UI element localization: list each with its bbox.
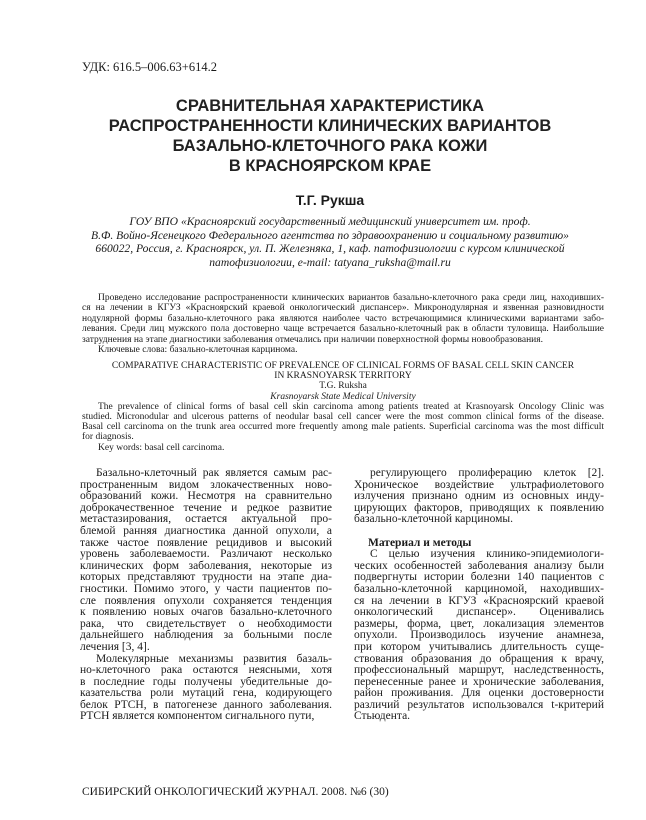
text-line: Проведено исследование распространенности клинических вариантов базально-клеточного рака среди лиц, находивших- xyxy=(98,293,604,303)
spacer xyxy=(354,526,604,538)
text-line: нодулярной формы базально-клеточного рака являются наиболее часто встречающимися клиническими вариантами забо- xyxy=(82,313,604,324)
text-line: но-клеточного рака остаются неясными, хотя xyxy=(80,664,332,677)
text-line: сле появления опухоли сохраняется тенденция xyxy=(80,594,332,607)
text-line: метастазирования, остается актуальной про- xyxy=(80,513,332,526)
text-line: дальнейшего наблюдения за больными после xyxy=(80,629,332,642)
author: Т.Г. Рукша xyxy=(295,192,365,208)
article-title xyxy=(60,96,600,176)
en-keywords: Key words: basal cell carcinoma. xyxy=(98,442,225,453)
text-line: регулирующего пролиферацию клеток [2]. xyxy=(370,467,604,479)
body-paragraph xyxy=(354,549,604,723)
title-line: БАЗАЛЬНО-КЛЕТОЧНОГО РАКА КОЖИ xyxy=(172,137,488,155)
text-line: профессиональный маршрут, наследственность, xyxy=(354,664,604,677)
affiliation-line: ГОУ ВПО «Красноярский государственный медицинский университет им. проф. xyxy=(129,215,531,228)
text-line: базально-клеточной карциномой, находивших- xyxy=(354,582,604,595)
body-paragraph xyxy=(80,468,332,654)
text-line: блемой ранняя диагностика данной опухоли, а xyxy=(80,524,332,537)
text-line: studied. Micronodular and ulcerous patterns of neodular basal cell cancer were the most common clinical forms of the disease. xyxy=(82,412,604,423)
affiliation-line: В.Ф. Войно-Ясенецкого Федерального агентства по здравоохранению и социальному развитию» xyxy=(91,228,569,242)
body-paragraph xyxy=(354,468,604,526)
abstract-ru-text xyxy=(82,293,604,345)
text-line: базально-клеточной карциномы. xyxy=(354,513,514,526)
text-line: ствования образования до обращения к врачу, xyxy=(354,652,604,665)
text-line: Базально-клеточный рак является самым рас- xyxy=(96,467,332,479)
affiliation xyxy=(70,215,590,269)
en-affiliation: Krasnoyarsk State Medical University xyxy=(270,391,416,402)
left-column xyxy=(80,468,332,723)
text-line: затруднения на этапе диагностики заболевания отмечались при наличии поверхностной формы новообразования. xyxy=(82,334,544,345)
text-line: различий результатов использовался t-критерий xyxy=(354,698,604,711)
text-line: Молекулярные механизмы развития базаль- xyxy=(96,652,332,665)
title-line: СРАВНИТЕЛЬНАЯ ХАРАКТЕРИСТИКА xyxy=(175,97,485,115)
text-line: подвергнуты истории болезни 140 пациентов с xyxy=(354,571,604,584)
text-line: излучения признано одним из основных инду- xyxy=(354,490,604,503)
text-line: PTCH является компонентом сигнального пути, xyxy=(80,710,315,723)
text-line: пространенным видом злокачественных ново- xyxy=(80,478,332,491)
text-line: Стьюдента. xyxy=(354,710,411,723)
abstract-en xyxy=(82,361,604,453)
udc-code: УДК: 616.5–006.63+614.2 xyxy=(82,60,217,74)
section-heading: Материал и методы xyxy=(368,536,472,549)
abstract-ru xyxy=(82,293,604,355)
keywords-ru: Ключевые слова: базально-клеточная карцинома. xyxy=(98,345,298,356)
text-line: Basal cell carcinoma on the trunk area occurred more frequently among male patients. Superficial carcinoma was the most difficult xyxy=(82,422,604,433)
text-line: образований кожи. Несмотря на сравнительно xyxy=(80,490,332,503)
title-line: В КРАСНОЯРСКОМ КРАЕ xyxy=(228,157,432,175)
text-line: цирующих факторов, приводящих к появлению xyxy=(354,501,604,514)
body-paragraph xyxy=(80,654,332,724)
text-line: доброкачественное течение и редкое развитие xyxy=(80,501,332,514)
text-line: клинических форм заболевания, некоторые из xyxy=(80,559,332,572)
text-line: С целью изучения клинико-эпидемиологи- xyxy=(370,548,604,561)
affiliation-line: 660022, Россия, г. Красноярск, ул. П. Железняка, 1, каф. патофизиологии с курсом клинической xyxy=(95,242,565,256)
text-line: for diagnosis. xyxy=(82,432,134,443)
text-line: перенесенные ранее и хронические заболевания, xyxy=(354,675,604,688)
text-line: рака, что свидетельствует о необходимости xyxy=(80,617,332,630)
text-line: лечения [3, 4]. xyxy=(80,640,150,653)
text-line: размеры, форма, цвет, локализация элементов xyxy=(354,617,604,630)
text-line: гностики. Помимо этого, у части пациентов по- xyxy=(80,582,332,595)
text-line: The prevalence of clinical forms of basal cell skin carcinoma among patients treated at Krasnoyarsk Oncology Clinic was xyxy=(98,401,604,412)
text-line: ческих особенностей заболевания анализу были xyxy=(354,559,604,572)
text-line: которых представляют трудности на этапе диа- xyxy=(80,571,332,584)
en-abstract-paragraph xyxy=(82,402,604,443)
en-author: T.G. Ruksha xyxy=(319,381,367,392)
title-line: РАСПРОСТРАНЕННОСТИ КЛИНИЧЕСКИХ ВАРИАНТОВ xyxy=(108,117,552,135)
journal-footer: СИБИРСКИЙ ОНКОЛОГИЧЕСКИЙ ЖУРНАЛ. 2008. №6 (30) xyxy=(82,786,389,798)
text-line: также частое появление рецидивов и высокий xyxy=(80,536,332,549)
text-line: уровень заболеваемости. Различают несколько xyxy=(80,548,332,561)
text-line: ся на лечении в КГУЗ «Красноярский краевой xyxy=(354,594,604,607)
text-line: онкологический диспансер». Оценивались xyxy=(354,606,604,619)
en-abstract-text xyxy=(82,402,604,443)
text-line: белок PTCH, в патогенезе данного заболевания. xyxy=(80,698,332,711)
text-line: казательства роли мутаций гена, кодирующего xyxy=(80,687,332,700)
text-line: в последние годы получены убедительные до- xyxy=(80,675,332,688)
text-line: район проживания. Для оценки достоверности xyxy=(354,687,604,700)
right-column xyxy=(354,468,604,723)
text-line: при котором учитывались длительность суще- xyxy=(354,640,604,653)
text-line: левания. Среди лиц мужского пола достоверно чаще встречается базально-клеточный рак в области туловища. Наибольшие xyxy=(82,324,604,335)
affiliation-line: патофизиологии, e-mail: tatyana_ruksha@mail.ru xyxy=(209,255,451,269)
text-line: опухоли. Производилось изучение анамнеза, xyxy=(354,629,604,642)
en-title-line: IN KRASNOYARSK TERRITORY xyxy=(274,371,412,382)
text-line: ся на лечении в КГУЗ «Красноярский краевой онкологический диспансер». Микронодулярная и язвенная разновидности xyxy=(82,303,604,314)
text-line: Хроническое воздействие ультрафиолетового xyxy=(354,478,604,491)
en-title-line: COMPARATIVE CHARACTERISTIC OF PREVALENCE OF CLINICAL FORMS OF BASAL CELL SKIN CANCER xyxy=(111,361,575,371)
text-line: к появлению новых очагов базально-клеточного xyxy=(80,606,332,619)
